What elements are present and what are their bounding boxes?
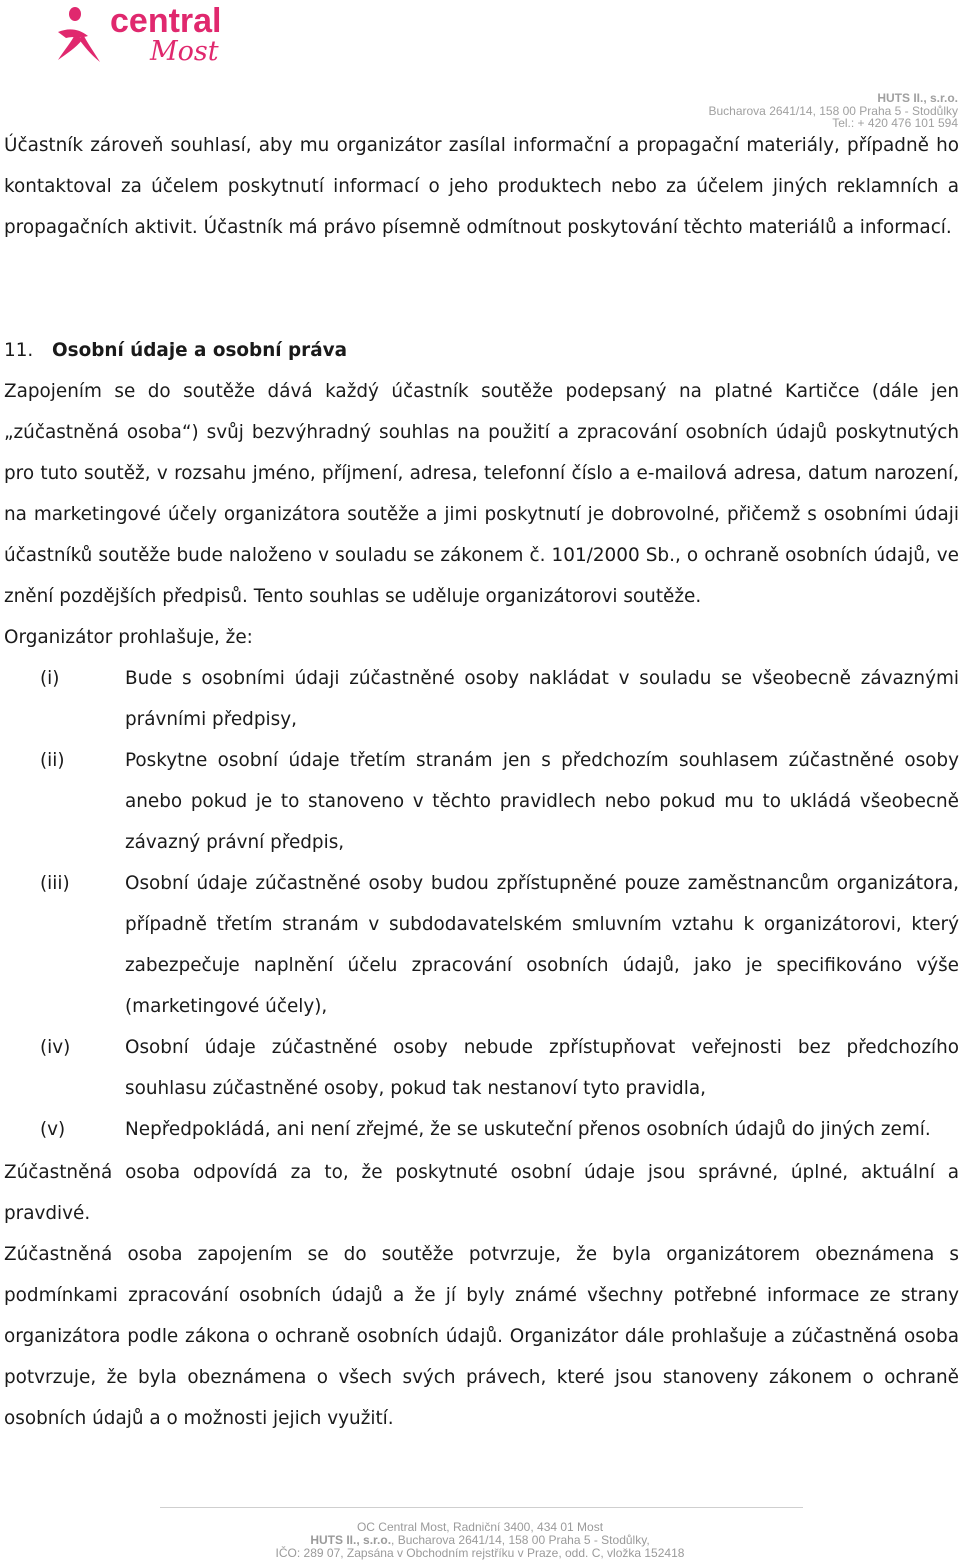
list-item-text: Osobní údaje zúčastněné osoby nebude zpřístupňovat veřejnosti bez předchozího souhlasu zúčastněné osoby, pokud tak nestanoví tyto pravidla,	[125, 1037, 959, 1099]
list-marker: (i)	[40, 668, 60, 689]
company-address: Bucharova 2641/14, 158 00 Praha 5 - Stodůlky	[708, 103, 958, 118]
section-title: Osobní údaje a osobní práva	[52, 340, 348, 361]
paragraph-data-accuracy: Zúčastněná osoba odpovídá za to, že poskytnuté osobní údaje jsou správné, úplné, aktuální a pravdivé.	[4, 1162, 959, 1224]
list-marker: (ii)	[40, 750, 65, 771]
paragraph-organizer-declares: Organizátor prohlašuje, že:	[4, 627, 253, 648]
page-footer	[0, 1521, 960, 1560]
paragraph-marketing-consent: Účastník zároveň souhlasí, aby mu organizátor zasílal informační a propagační materiály, případně ho kontaktoval za účelem poskytnutí informací o jeho produktech nebo za účelem jiných reklamních a propagačních aktivit. Účastník má právo písemně odmítnout poskytování těchto materiálů a informací.	[4, 135, 959, 238]
list-marker: (iii)	[40, 873, 70, 894]
footer-company-name: HUTS II., s.r.o.	[310, 1533, 392, 1547]
central-most-logo	[54, 2, 234, 68]
list-marker: (v)	[40, 1119, 66, 1140]
section-number: 11.	[4, 340, 34, 361]
list-item-text: Osobní údaje zúčastněné osoby budou zpřístupněné pouze zaměstnancům organizátora, případně třetím stranám v subdodavatelském smluvním vztahu k organizátorovi, který zabezpečuje naplnění účelu zpracování osobních údajů, jako je specifikováno výše (marketingové účely),	[125, 873, 959, 1017]
company-name: HUTS II., s.r.o.	[877, 91, 958, 105]
company-header	[708, 92, 958, 130]
list-item-text: Bude s osobními údaji zúčastněné osoby nakládat v souladu se všeobecně závaznými právními předpisy,	[125, 668, 959, 730]
footer-line-3: IČO: 289 07, Zapsána v Obchodním rejstříku v Praze, odd. C, vložka 152418	[275, 1546, 685, 1560]
list-item	[4, 1109, 959, 1150]
logo-graphic	[54, 2, 234, 68]
list-item	[4, 658, 959, 740]
footer-line-1: OC Central Most, Radniční 3400, 434 01 Most	[356, 1520, 604, 1534]
logo-word-central: central	[110, 2, 222, 40]
list-item	[4, 1027, 959, 1109]
list-item	[4, 740, 959, 863]
list-item	[4, 863, 959, 1027]
list-marker: (iv)	[40, 1037, 71, 1058]
footer-divider	[160, 1507, 803, 1508]
footer-company-address: , Bucharova 2641/14, 158 00 Praha 5 - Stodůlky,	[391, 1533, 650, 1547]
section-heading	[4, 330, 347, 371]
paragraph-personal-data-consent: Zapojením se do soutěže dává každý účastník soutěže podepsaný na platné Kartičce (dále jen „zúčastněná osoba“) svůj bezvýhradný souhlas na použití a zpracování osobních údajů poskytnutých pro tuto soutěž, v rozsahu jméno, příjmení, adresa, telefonní číslo a e-mailová adresa, datum narození, na marketingové účely organizátora soutěže a jimi poskytnutí je dobrovolné, přičemž s osobními údaji účastníků soutěže bude naloženo v souladu se zákonem č. 101/2000 Sb., o ochraně osobních údajů, ve znění pozdějších předpisů. Tento souhlas se uděluje organizátorovi soutěže.	[4, 381, 959, 607]
company-phone: Tel.: + 420 476 101 594	[832, 116, 958, 130]
logo-word-most: Most	[150, 36, 219, 67]
list-item-text: Poskytne osobní údaje třetím stranám jen s předchozím souhlasem zúčastněné osoby anebo pokud je to stanoveno v těchto pravidlech nebo pokud mu to ukládá všeobecně závazný právní předpis,	[125, 750, 959, 853]
declaration-list	[4, 658, 959, 1150]
list-item-text: Nepředpokládá, ani není zřejmé, že se uskuteční přenos osobních údajů do jiných zemí.	[125, 1119, 931, 1140]
paragraph-participant-confirms: Zúčastněná osoba zapojením se do soutěže potvrzuje, že byla organizátorem obeznámena s podmínkami zpracování osobních údajů a že jí byly známé všechny potřebné informace ze strany organizátora podle zákona o ochraně osobních údajů. Organizátor dále prohlašuje a zúčastněná osoba potvrzuje, že byla obeznámena o všech svých právech, které jsou stanoveny zákonem o ochraně osobních údajů a o možnosti jejich využití.	[4, 1244, 959, 1429]
